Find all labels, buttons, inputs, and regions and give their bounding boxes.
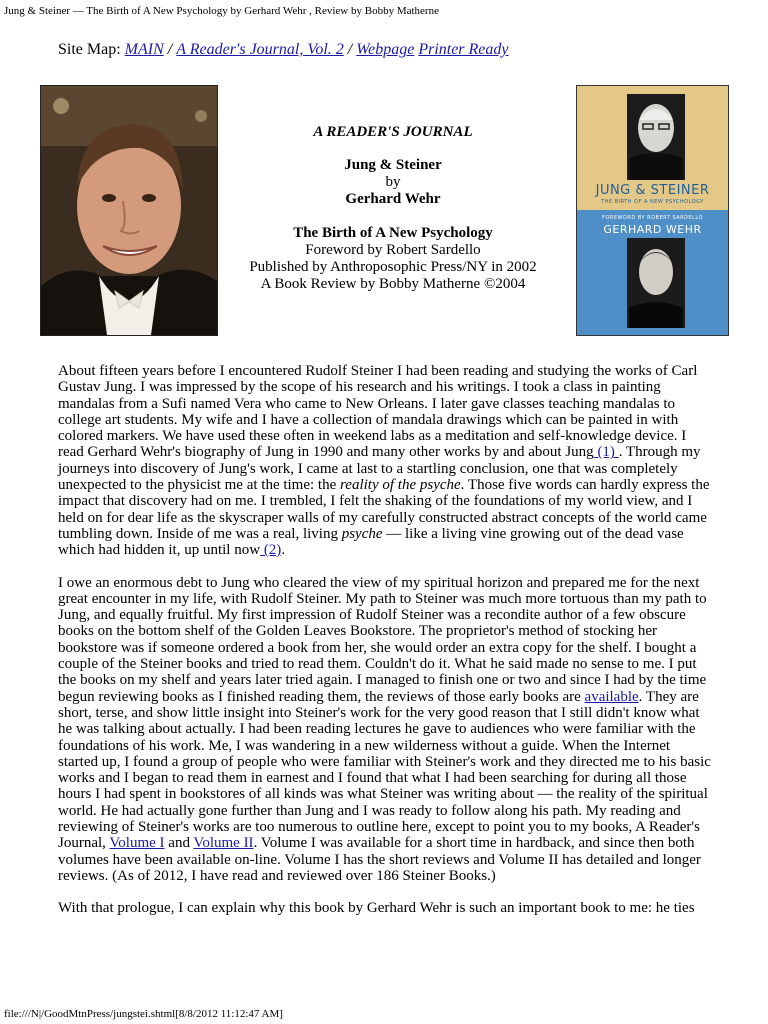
reviewer-portrait-image — [41, 86, 217, 335]
text: . — [281, 542, 286, 559]
link-available[interactable]: available — [584, 688, 639, 705]
link-volume-1[interactable]: Volume I — [109, 835, 165, 852]
text: . Those five words can hardly express the impact that discovery had on me. I trembled, I felt the shaking of the foundations of my world view, and I held on for dear life as the skyscraper walls of my carefully constructed abstract concepts of the world came tumbling down. Inside of me was a real, living — [58, 477, 710, 542]
site-map-nav — [58, 40, 509, 60]
journal-heading: A READER'S JOURNAL — [313, 124, 473, 140]
cover-artwork — [577, 86, 728, 335]
book-cover — [576, 85, 729, 336]
text: I owe an enormous debt to Jung who cleared the view of my spiritual horizon and prepared me for the next great encounter in my life, with Rudolf Steiner. My path to Steiner was much more tortuous than my path to Jung, and equally fruitful. My first impression of Rudolf Steiner was a recondite author of a few obscure books on the bottom shelf of the Golden Leaves Bookstore. The proprietor's method of stocking her bookstore was if someone ordered a book from her, she would order an extra copy for the shelf. I bought a couple of the Steiner books and tried to read them. Couldn't do it. What he said made no sense to me. I put the books on my shelf and years later tried again. I managed to finish one or two and since I had by the time begun reviewing books as I finished reading them, the reviews of those early books are — [58, 574, 707, 705]
page-footer-path: file:///N|/GoodMtnPress/jungstei.shtml[8/8/2012 11:12:47 AM] — [4, 1008, 283, 1020]
reviewer-photo — [40, 85, 218, 336]
cover-subtitle: THE BIRTH OF A NEW PSYCHOLOGY — [601, 199, 704, 205]
footnote-link-1[interactable]: (1) — [593, 444, 619, 461]
paragraph-1 — [58, 363, 713, 559]
foreword-line: Foreword by Robert Sardello — [305, 242, 481, 258]
book-title: Jung & Steiner — [344, 157, 442, 173]
text: . Through my journeys into discovery of Jung's work, I came at last to a startling conclusion, one that was completely unexpected to the physicist me at the time: the — [58, 444, 701, 494]
review-credit-line: A Book Review by Bobby Matherne ©2004 — [260, 276, 526, 292]
page-header-title: Jung & Steiner — The Birth of A New Psychology by Gerhard Wehr , Review by Bobby Matherne — [4, 5, 439, 17]
review-body — [58, 363, 713, 933]
book-subtitle: The Birth of A New Psychology — [293, 225, 493, 241]
book-title-block — [228, 124, 558, 293]
emphasis: psyche — [341, 525, 383, 542]
cover-title: JUNG & STEINER — [595, 183, 710, 198]
book-author: Gerhard Wehr — [345, 191, 441, 207]
link-readers-journal-vol2[interactable]: A Reader's Journal, Vol. 2 — [176, 41, 344, 58]
link-webpage[interactable]: Webpage — [356, 41, 415, 58]
separator: / — [167, 41, 173, 58]
link-printer-ready[interactable]: Printer Ready — [418, 41, 509, 58]
link-main[interactable]: MAIN — [124, 41, 164, 58]
link-volume-2[interactable]: Volume II — [193, 835, 254, 852]
text: and — [164, 835, 194, 852]
text: About fifteen years before I encountered Rudolf Steiner I had been reading and studying the works of Carl Gustav Jung. I was impressed by the scope of his research and his writings. I took a class in painting mandalas from a Sufi named Vera who came to New Orleans. I later gave classes teaching mandalas to college art students. My wife and I have a collection of mandala drawings which can be painted in with colored markers. We have used these often in weekend labs as a meditation and self-knowledge device. I read Gerhard Wehr's biography of Jung in 1990 and many other works by and about Jung — [58, 363, 698, 461]
text: — like a living vine growing out of the dead vase which had hidden it, up until now — [58, 525, 684, 559]
paragraph-2 — [58, 575, 713, 885]
by-label: by — [385, 174, 401, 190]
cover-author: GERHARD WEHR — [603, 223, 702, 236]
text: . Volume I was available for a short time in hardback, and since then both volumes have been available on-line. Volume I has the short reviews and Volume II has detailed and longer reviews. (As of 2012, I have read and reviewed over 186 Steiner Books.) — [58, 835, 701, 884]
footnote-link-2[interactable]: (2) — [260, 542, 282, 559]
text: . They are short, terse, and show little insight into Steiner's work for the very good reason that I still didn't know what he was talking about actually. I had been reading lectures he gave to audiences who were familiar with the foundations of his work. Me, I was wandering in a new wilderness without a guide. When the Internet started up, I found a group of people who were familiar with Steiner's work and they directed me to his basic works and I began to read them in earnest and I found that what I had been searching for during all those hours I had spent in bookstores of all kinds was what Steiner was writing about — the reality of the spiritual world. He had actually gone further than Jung and I was ready to follow along his path. My reading and reviewing of Steiner's works are too numerous to outline here, except to point you to my books, A Reader's Journal, — [58, 688, 711, 852]
separator: / — [347, 41, 353, 58]
cover-foreword: FOREWORD BY ROBERT SARDELLO — [602, 215, 703, 221]
site-map-label: Site Map: — [58, 41, 121, 58]
paragraph-3: With that prologue, I can explain why this book by Gerhard Wehr is such an important book to me: he ties — [58, 900, 695, 917]
emphasis: reality of the psyche — [340, 477, 461, 494]
publisher-line: Published by Anthroposophic Press/NY in 2002 — [249, 259, 537, 275]
